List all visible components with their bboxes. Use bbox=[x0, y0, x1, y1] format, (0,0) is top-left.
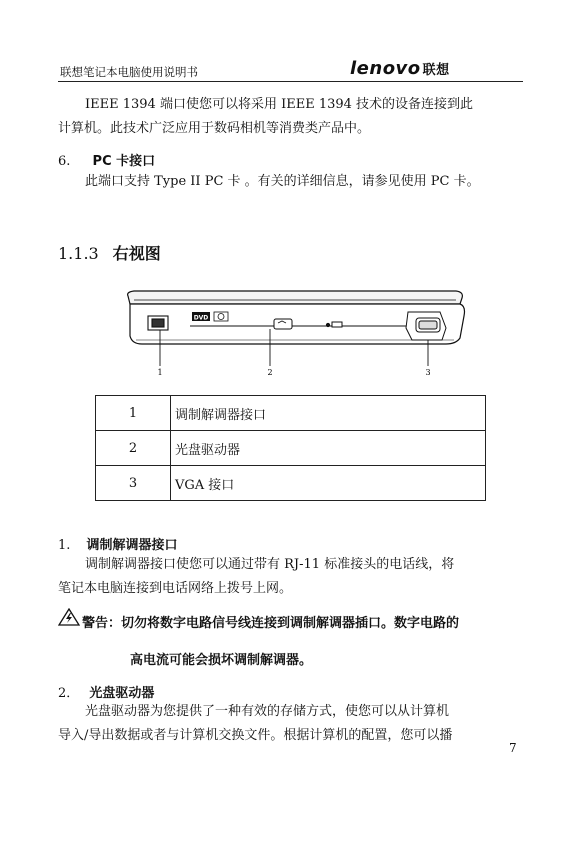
item-2-line-1: 光盘驱动器为您提供了一种有效的存储方式，使您可以从计算机 bbox=[85, 704, 450, 719]
item-6-heading bbox=[58, 150, 155, 169]
warning-icon bbox=[58, 608, 80, 626]
item-2-number: 2． bbox=[58, 686, 80, 701]
callout-1: 1 bbox=[157, 368, 163, 377]
item-2-title: 光盘驱动器 bbox=[89, 686, 155, 701]
callout-2: 2 bbox=[267, 368, 273, 377]
table-row bbox=[96, 466, 486, 501]
item-2-heading bbox=[58, 682, 154, 701]
section-heading bbox=[58, 241, 161, 264]
modem-port-icon bbox=[148, 316, 168, 330]
row-name: 调制解调器接口 bbox=[171, 396, 486, 431]
item-1-line-1: 调制解调器接口使您可以通过带有 RJ-11 标准接头的电话线，将 bbox=[85, 557, 455, 572]
table-row bbox=[96, 431, 486, 466]
section-number: 1.1.3 bbox=[58, 244, 99, 263]
right-side-view-figure bbox=[120, 282, 470, 377]
section-title: 右视图 bbox=[112, 244, 161, 263]
item-6-text: 此端口支持 Type II PC 卡 。有关的详细信息，请参见使用 PC 卡。 bbox=[85, 174, 480, 189]
item-6-number: 6. bbox=[58, 154, 71, 169]
callout-3: 3 bbox=[425, 368, 431, 377]
item-1-heading bbox=[58, 534, 178, 553]
ports-table bbox=[95, 395, 486, 501]
row-name: 光盘驱动器 bbox=[171, 431, 486, 466]
item-6-paragraph bbox=[58, 170, 524, 194]
lenovo-logo bbox=[350, 58, 450, 79]
brand-wordmark: lenovo bbox=[350, 58, 421, 79]
item-2-paragraph bbox=[58, 700, 524, 748]
intro-line-2: 计算机。此技术广泛应用于数码相机等消费类产品中。 bbox=[58, 121, 371, 136]
item-1-number: 1. bbox=[58, 538, 71, 553]
warning-line-1: 警告：切勿将数字电路信号线连接到调制解调器插口。数字电路的 bbox=[82, 616, 460, 631]
brand-chinese: 联想 bbox=[422, 63, 450, 78]
page-number: 7 bbox=[509, 741, 517, 755]
header-rule bbox=[58, 81, 523, 82]
item-1-title: 调制解调器接口 bbox=[86, 538, 178, 553]
dvd-label: DVD bbox=[193, 314, 209, 322]
intro-paragraph bbox=[58, 93, 524, 141]
item-1-paragraph bbox=[58, 553, 524, 601]
running-header-title: 联想笔记本电脑使用说明书 bbox=[60, 65, 198, 79]
row-number: 1 bbox=[96, 396, 171, 431]
vga-port-icon bbox=[406, 312, 446, 340]
row-name: VGA 接口 bbox=[171, 466, 486, 501]
intro-line-1: IEEE 1394 端口使您可以将采用 IEEE 1394 技术的设备连接到此 bbox=[85, 97, 474, 112]
item-6-title: PC 卡接口 bbox=[92, 154, 156, 169]
warning-line-2: 高电流可能会损坏调制解调器。 bbox=[130, 653, 313, 668]
table-row bbox=[96, 396, 486, 431]
dvd-logo-icon bbox=[192, 312, 228, 322]
row-number: 2 bbox=[96, 431, 171, 466]
item-2-line-2: 导入/导出数据或者与计算机交换文件。根据计算机的配置，您可以播 bbox=[58, 728, 453, 743]
item-1-line-2: 笔记本电脑连接到电话网络上拨号上网。 bbox=[58, 581, 293, 596]
row-number: 3 bbox=[96, 466, 171, 501]
